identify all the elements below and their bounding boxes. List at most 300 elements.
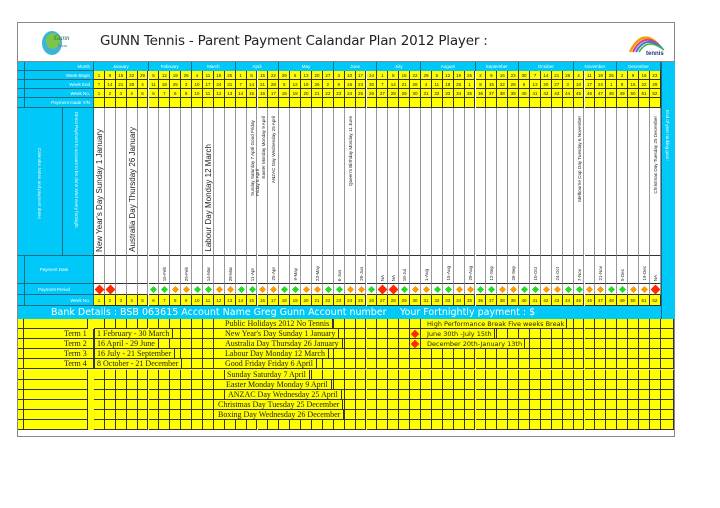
week-end-cell: 25 [170,80,181,89]
payment-made-cell[interactable] [94,98,105,108]
week-begin-cell: 5 [432,71,443,80]
payment-made-cell[interactable] [585,98,596,108]
payment-made-cell[interactable] [181,98,192,108]
grid-cell [149,380,160,390]
week-no-bottom-cell: 8 [170,295,181,306]
grid-cell [367,410,378,420]
grid-cell [563,420,574,430]
payment-made-cell[interactable] [159,98,170,108]
grid-cell [595,359,606,369]
grid-cell [639,410,650,420]
end-column [661,71,675,80]
grid-cell [443,380,454,390]
grid-cell [225,420,236,430]
payment-date-text: 6-Jun [336,269,342,281]
grid-cell [617,370,628,380]
grid-cell [356,400,367,410]
grid-cell [650,370,661,380]
week-end-cell: 19 [301,80,312,89]
grid-cell [356,359,367,369]
payment-made-cell[interactable] [476,98,487,108]
week-begin-cell: 28 [563,71,574,80]
week-begin-cell: 4 [192,71,203,80]
grid-cell [606,400,617,410]
week-no-cell: 29 [399,89,410,98]
calendar-note-cell [454,108,465,256]
calendar-note-cell [497,108,508,256]
grid-cell [421,400,432,410]
calendar-note-cell [301,108,312,256]
week-no-bottom-cell: 49 [617,295,628,306]
grid-cell [159,390,170,400]
payment-date-cell [563,256,574,284]
payment-date-cell [258,256,269,284]
grid-cell [399,410,410,420]
week-no-cell: 5 [138,89,149,98]
grid-cell [356,339,367,349]
payment-made-cell[interactable] [606,98,617,108]
grid-cell [639,319,650,329]
payment-made-cell[interactable] [268,98,279,108]
week-no-cell: 14 [236,89,247,98]
direct-payment-note: Direct Payment to account to be done Wed every fortnight. [74,112,79,229]
grid-cell [497,380,508,390]
payment-date-cell [214,256,225,284]
week-no-bottom-cell: 32 [432,295,443,306]
payment-made-cell[interactable] [367,98,378,108]
public-holiday-item: ANZAC Day Wednesday 25 April [226,390,342,400]
payment-made-cell[interactable] [519,98,530,108]
payment-made-cell[interactable] [508,98,519,108]
payment-date-text: 11-Apr [249,267,255,281]
week-no-cell: 46 [585,89,596,98]
payment-made-cell[interactable] [312,98,323,108]
grid-cell [399,370,410,380]
grid-cell [563,380,574,390]
calendar-note-cell [486,108,497,256]
grid-cell [170,319,181,329]
grid-cell [323,370,334,380]
grid-cell [105,319,116,329]
week-begin-cell: 24 [367,71,378,80]
payment-made-cell[interactable] [639,98,650,108]
payment-made-cell[interactable] [279,98,290,108]
grid-cell [606,410,617,420]
week-end-cell: 3 [563,80,574,89]
payment-date-text: 20-Jun [358,267,364,281]
week-no-bottom-cell: 51 [639,295,650,306]
payment-period-label-text: Payment Period [37,286,71,292]
break-period-item: December 20th-January 13th [425,339,525,349]
grid-cell [105,380,116,390]
grid-cell [497,370,508,380]
grid-cell [486,370,497,380]
grid-cell [639,390,650,400]
grid-cell [159,410,170,420]
grid-cell [410,359,421,369]
month-header-may: May [279,62,334,71]
grid-cell [127,319,138,329]
grid-cell [94,319,105,329]
payment-made-cell[interactable] [421,98,432,108]
payment-made-label-text: Payment made Y/N [51,100,90,105]
payment-made-cell[interactable] [345,98,356,108]
grid-cell [159,319,170,329]
payment-date-text: 25-Apr [271,267,277,281]
grid-cell [443,410,454,420]
grid-cell [661,420,674,430]
grid-cell [639,329,650,339]
payment-made-cell[interactable] [149,98,160,108]
week-no-bottom-cell: 30 [410,295,421,306]
week-end-cell: 10 [192,80,203,89]
grid-cell [116,400,127,410]
grid-cell [606,390,617,400]
calendar-note-text: Sunday Saturday 7 April Good Friday Friday 6 April [249,120,260,196]
grid-cell [203,420,214,430]
week-no-cell: 30 [410,89,421,98]
payment-made-cell[interactable] [486,98,497,108]
grid-cell [563,329,574,339]
grid-cell [639,349,650,359]
week-no-bottom-cell: 36 [476,295,487,306]
payment-date-text: NA [380,274,386,281]
payment-date-text: NA [391,274,397,281]
payment-made-cell[interactable] [214,98,225,108]
grid-cell [552,410,563,420]
grid-cell [149,370,160,380]
grid-cell [432,410,443,420]
week-no-bottom-label [18,295,94,306]
payment-made-cell[interactable] [574,98,585,108]
grid-cell [595,380,606,390]
grid-cell [159,400,170,410]
grid-cell [170,400,181,410]
payment-made-cell[interactable] [410,98,421,108]
payment-made-cell[interactable] [595,98,606,108]
grid-cell [410,370,421,380]
week-begin-cell: 9 [486,71,497,80]
grid-cell [465,349,476,359]
grid-cell [192,370,203,380]
grid-cell [465,420,476,430]
grid-cell [345,400,356,410]
payment-date-cell [585,256,596,284]
week-no-bottom-cell: 37 [486,295,497,306]
grid-cell [356,380,367,390]
lower-info-grid [18,319,674,430]
grid-cell [432,349,443,359]
payment-made-cell[interactable] [247,98,258,108]
grid-cell [377,410,388,420]
payment-made-cell[interactable] [432,98,443,108]
payment-date-cell [628,256,639,284]
grid-cell [508,400,519,410]
end-column [661,62,675,71]
payment-made-cell[interactable] [388,98,399,108]
week-no-bottom-label-text: Week No. [70,297,90,303]
week-begin-cell: 15 [116,71,127,80]
svg-text:Tennis: Tennis [57,44,68,48]
payment-made-cell[interactable] [192,98,203,108]
week-no-cell: 7 [159,89,170,98]
grid-cell [476,420,487,430]
week-no-bottom-cell: 46 [585,295,596,306]
week-no-cell: 51 [639,89,650,98]
grid-cell [116,380,127,390]
payment-date-text: 21-Nov [598,266,604,281]
grid-cell [585,380,596,390]
payment-date-row [18,256,674,284]
payment-made-cell[interactable] [541,98,552,108]
week-end-cell: 30 [367,80,378,89]
grid-cell [454,390,465,400]
grid-cell [617,329,628,339]
week-begin-cell: 23 [508,71,519,80]
payment-made-cell[interactable] [617,98,628,108]
week-begin-cell: 5 [149,71,160,80]
week-end-cell: 10 [574,80,585,89]
grid-cell [367,349,378,359]
bank-details-text: Bank Details : BSB 063615 Account Name Greg Gunn Account number [51,307,387,318]
grid-cell [116,410,127,420]
payment-made-cell[interactable] [105,98,116,108]
grid-cell [367,319,378,329]
grid-cell [181,380,192,390]
grid-cell [606,329,617,339]
grid-cell [552,380,563,390]
calendar-note-cell [105,108,116,256]
grid-cell [56,420,88,430]
calendar-note-cell [356,108,367,256]
calendar-note-cell [116,108,127,256]
header [18,23,674,62]
grid-cell [399,380,410,390]
grid-cell [606,349,617,359]
grid-cell [334,370,345,380]
payment-made-cell[interactable] [203,98,214,108]
payment-made-cell[interactable] [530,98,541,108]
grid-cell [508,359,519,369]
grid-cell [388,420,399,430]
payment-date-cell [279,256,290,284]
payment-made-cell[interactable] [454,98,465,108]
grid-cell [192,410,203,420]
grid-cell [476,400,487,410]
week-no-bottom-cell: 18 [279,295,290,306]
calendar-note-cell [290,108,301,256]
grid-cell [367,400,378,410]
grid-cell [661,329,674,339]
payment-made-cell[interactable] [377,98,388,108]
grid-cell [628,420,639,430]
grid-cell [192,400,203,410]
payment-made-cell[interactable] [127,98,138,108]
payment-made-cell[interactable] [170,98,181,108]
week-begin-cell: 2 [476,71,487,80]
grid-cell [399,359,410,369]
payment-calendar-sheet [17,22,675,437]
week-end-cell: 23 [356,80,367,89]
week-no-cell: 27 [377,89,388,98]
grid-cell [192,319,203,329]
month-header-january: January [94,62,149,71]
payment-made-cell[interactable] [650,98,661,108]
grid-cell [127,400,138,410]
calendar-note-cell [606,108,617,256]
week-no-cell: 47 [595,89,606,98]
grid-cell [628,410,639,420]
week-no-cell: 20 [301,89,312,98]
payment-made-cell[interactable] [628,98,639,108]
grid-cell [650,380,661,390]
payment-made-cell[interactable] [334,98,345,108]
grid-cell [519,390,530,400]
grid-cell [410,380,421,390]
grid-cell [650,329,661,339]
grid-cell [399,349,410,359]
week-begin-cell: 1 [236,71,247,80]
grid-cell [203,400,214,410]
payment-made-cell[interactable] [497,98,508,108]
calendar-note-cell [279,108,290,256]
grid-cell [170,370,181,380]
week-end-cell: 27 [552,80,563,89]
grid-cell [181,319,192,329]
payment-made-cell[interactable] [443,98,454,108]
grid-cell [585,339,596,349]
label-subcell [18,256,25,283]
grid-cell [486,410,497,420]
grid-cell [203,349,214,359]
grid-cell [56,410,88,420]
grid-cell [530,380,541,390]
grid-cell [432,380,443,390]
week-no-cell: 9 [181,89,192,98]
calendar-notes-title-cell [18,108,63,255]
grid-cell [508,390,519,400]
payment-made-cell[interactable] [258,98,269,108]
grid-cell [541,400,552,410]
week-no-bottom-cell: 48 [606,295,617,306]
week-end-cell: 1 [465,80,476,89]
label-subcell [18,80,25,88]
grid-cell [203,329,214,339]
grid-cell [181,390,192,400]
grid-cell [421,380,432,390]
payment-date-text: 15-Feb [162,266,168,281]
term-label: Term 2 [62,339,94,349]
calendar-note-cell [170,108,181,256]
payment-date-text: 9-May [293,268,299,281]
payment-date-text: 14-Mar [206,266,211,281]
week-no-bottom-cell: 42 [541,295,552,306]
week-begin-cell: 23 [650,71,661,80]
week-begin-cell: 13 [301,71,312,80]
week-no-cell: 39 [508,89,519,98]
grid-cell [192,339,203,349]
grid-cell [595,339,606,349]
grid-cell [116,319,127,329]
grid-cell [138,390,149,400]
grid-cell [585,329,596,339]
payment-made-cell[interactable] [236,98,247,108]
payment-made-cell[interactable] [465,98,476,108]
grid-cell [574,420,585,430]
calendar-note-cell [519,108,530,256]
grid-cell [421,410,432,420]
grid-cell [432,420,443,430]
grid-cell [541,410,552,420]
payment-made-cell[interactable] [290,98,301,108]
payment-made-cell[interactable] [225,98,236,108]
grid-cell [159,370,170,380]
week-no-bottom-cell: 22 [323,295,334,306]
grid-cell [650,390,661,400]
grid-cell [170,339,181,349]
calendar-note-cell [367,108,378,256]
grid-cell [312,420,323,430]
payment-made-cell[interactable] [323,98,334,108]
grid-cell [530,370,541,380]
payment-date-cell [94,256,105,284]
payment-made-cell[interactable] [563,98,574,108]
grid-cell [650,410,661,420]
payment-made-cell[interactable] [552,98,563,108]
grid-cell [203,359,214,369]
grid-cell [650,319,661,329]
payment-made-cell[interactable] [301,98,312,108]
grid-cell [388,359,399,369]
grid-cell [334,380,345,390]
week-no-cell: 10 [192,89,203,98]
payment-period-label [18,284,94,295]
calendar-notes-row [18,108,674,256]
grid-cell [181,349,192,359]
week-end-cell: 4 [138,80,149,89]
calendar-note-cell [323,108,334,256]
end-column [661,306,675,319]
week-no-cell: 3 [116,89,127,98]
payment-made-cell[interactable] [116,98,127,108]
payment-date-cell [105,256,116,284]
grid-cell [377,339,388,349]
calendar-note-cell [541,108,552,256]
grid-cell [345,329,356,339]
week-begin-cell: 1 [94,71,105,80]
grid-cell [56,400,88,410]
grid-cell [628,339,639,349]
payment-made-cell[interactable] [399,98,410,108]
label-subcell [18,284,25,294]
grid-cell [345,319,356,329]
payment-made-cell[interactable] [356,98,367,108]
week-end-cell: 18 [159,80,170,89]
grid-cell [628,380,639,390]
payment-made-cell[interactable] [138,98,149,108]
term-dates: 1 February - 30 March [94,329,173,339]
grid-cell [519,349,530,359]
grid-cell [530,329,541,339]
week-end-cell: 17 [585,80,596,89]
week-end-cell: 1 [606,80,617,89]
grid-cell [606,339,617,349]
grid-cell [617,349,628,359]
payment-date-cell [606,256,617,284]
grid-cell [410,400,421,410]
week-no-bottom-cell: 14 [236,295,247,306]
grid-cell [181,420,192,430]
